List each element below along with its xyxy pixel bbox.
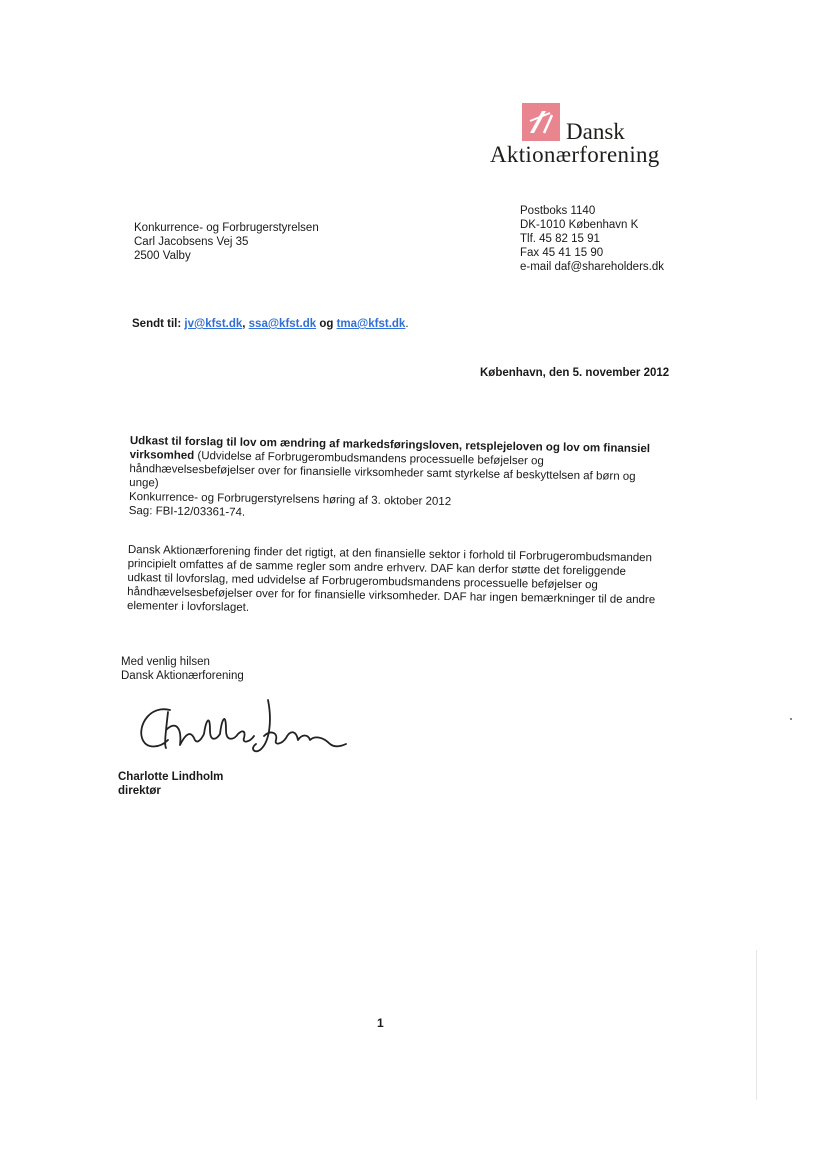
- subject-hearing: Konkurrence- og Forbrugerstyrelsens høring af 3. oktober 2012: [128, 490, 452, 509]
- closing-block: [121, 655, 244, 683]
- sender-line: Fax 45 41 15 90: [520, 247, 604, 259]
- recipient-line: 2500 Valby: [134, 250, 191, 262]
- signer-name: Charlotte Lindholm: [118, 771, 224, 783]
- letter-body: Dansk Aktionærforening finder det rigtigt, at den finansielle sektor i forhold til Forbrugerombudsmanden principielt omfattes af de samme regler som andre erhverv. DAF kan derfor støtte det foreliggende udkast til lovforslag, med udvidelse af Forbrugerombudsmandens processuelle beføjelser og håndhævelsesbeføjelser over for for finansielle virksomheder. DAF har ingen bemærkninger til de andre elementer i lovforslaget.: [126, 543, 656, 614]
- logo-mark: [522, 103, 560, 141]
- recipient-line: Konkurrence- og Forbrugerstyrelsen: [134, 222, 319, 234]
- recipient-address: [134, 221, 319, 263]
- signer-block: [118, 770, 223, 798]
- subject-case: Sag: FBI-12/03361-74.: [128, 504, 246, 519]
- signer-title: direktør: [118, 785, 161, 797]
- subject-heading: [129, 434, 660, 498]
- subject-detail: (Udvidelse af Forbrugerombudsmandens processuelle beføjelser og håndhævelsesbeføjelser over for finansielle virksomheder samt styrkelse af beskyttelsen af børn og unge): [129, 450, 636, 490]
- sender-contact: [520, 204, 664, 274]
- subject-block: [129, 434, 660, 526]
- email-link[interactable]: tma@kfst.dk: [336, 318, 406, 330]
- separator: .: [405, 318, 409, 330]
- subject-bold: Udkast til forslag til lov om ændring af markedsføringsloven, retsplejeloven og lov om finansiel virksomhed: [129, 434, 651, 463]
- email-link[interactable]: jv@kfst.dk: [184, 318, 243, 330]
- email-link[interactable]: ssa@kfst.dk: [248, 318, 317, 330]
- sent-to-line: [132, 318, 409, 330]
- logo-text-line2: Aktionærforening: [490, 142, 660, 167]
- scan-artifact: [756, 950, 757, 1100]
- letter-date: København, den 5. november 2012: [480, 367, 670, 379]
- logo-text-line1: Dansk: [566, 119, 625, 144]
- sender-line: DK-1010 København K: [520, 219, 639, 231]
- separator: og: [316, 318, 337, 330]
- sender-email-line: e-mail daf@shareholders.dk: [520, 261, 664, 273]
- scan-artifact: [790, 718, 792, 720]
- separator: ,: [242, 318, 249, 330]
- closing-organization: Dansk Aktionærforening: [121, 670, 244, 682]
- page-number: 1: [377, 1016, 384, 1030]
- closing-greeting: Med venlig hilsen: [121, 656, 210, 668]
- sent-to-label: Sendt til:: [132, 318, 185, 330]
- sender-line: Tlf. 45 82 15 91: [520, 233, 600, 245]
- sender-line: Postboks 1140: [520, 205, 596, 217]
- handwritten-signature: [130, 690, 360, 780]
- recipient-line: Carl Jacobsens Vej 35: [134, 236, 249, 248]
